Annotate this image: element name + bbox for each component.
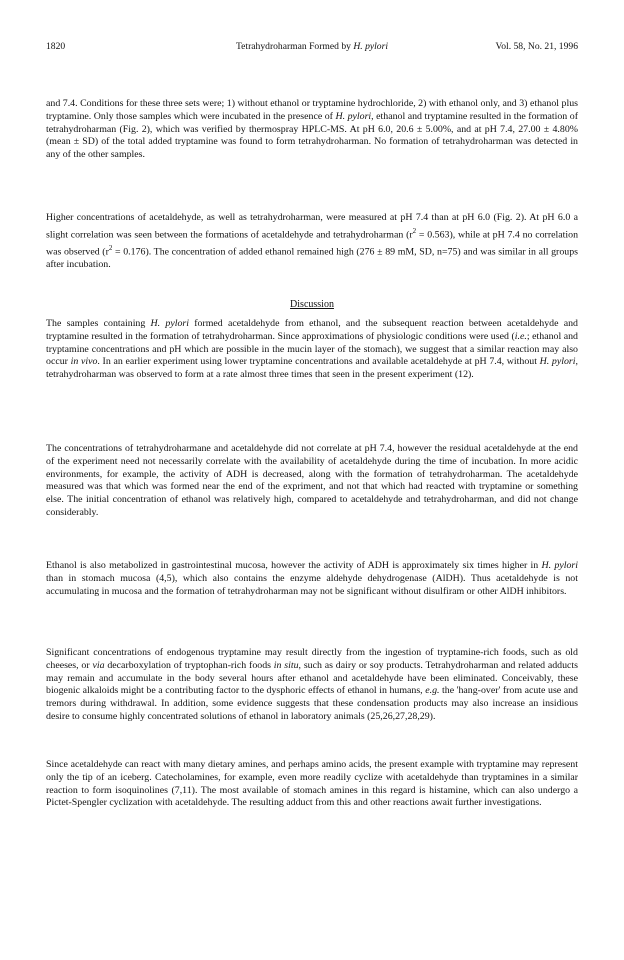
running-header [46,40,578,54]
paragraph-discussion-2: The concentrations of tetrahydroharmane and acetaldehyde did not correlate at pH 7.4, however the residual acetaldehyde at the end of the experiment need not necessarily correlate with the availability of acetaldehyde during the time of incubation. In more acidic environments, for example, the activity of ADH is decreased, along with the formation of tetrahydroharman. The acetaldehyde measured was that which was formed near the end of the expriment, and not that which had reacted with tryptamine or something else. The initial concentration of ethanol was relatively high, compared to acetaldehyde and tetrahydroharman, and did not change considerably. [46,443,578,518]
running-title: Tetrahydroharman Formed by H. pylori [235,41,388,52]
journal-volume-info: Vol. 58, No. 21, 1996 [495,41,578,52]
paragraph-discussion-4: Significant concentrations of endogenous tryptamine may result directly from the ingestion of tryptamine-rich foods, such as old cheeses, or via decarboxylation of tryptophan-rich foods in situ, such as dairy or soy products. Tetrahydroharman and related adducts may remain and accumulate in the body several hours after ethanol and acetaldehyde have been eliminated. Conceivably, these biogenic alkaloids might be a contributing factor to the dysphoric effects of ethanol in humans, e.g. the 'hang-over' from acute use and tremors during withdrawal. In addition, some evidence suggests that these condensation products may also increase an insidious desire to consume highly concentrated solutions of ethanol in laboratory animals (25,26,27,28,29). [46,647,578,722]
paragraph-discussion-5: Since acetaldehyde can react with many dietary amines, and perhaps amino acids, the present example with tryptamine may represent only the tip of an iceberg. Catecholamines, for example, even more readily cyclize with acetaldehyde than tryptamines in a similar reaction to form isoquinolines (7,11). The most available of stomach amines in this regard is histamine, which can also undergo a Pictet-Spengler cyclization with acetaldehyde. The resulting adduct from this and other reactions await further investigations. [46,759,578,809]
paragraph-results-concentrations: Higher concentrations of acetaldehyde, as well as tetrahydroharman, were measured at pH 7.4 than at pH 6.0 (Fig. 2). At pH 6.0 a slight correlation was seen between the formations of acetaldehyde and tetrahydroharman $(r^2 = 0.563)$, while at pH 7.4 no correlation was observed $(r^2 = 0.176)$. The concentration of added ethanol remained high (276 ± 89 mM, SD, n=75) and was similar in all groups after incubation. [46,212,579,270]
paragraph-discussion-3: Ethanol is also metabolized in gastrointestinal mucosa, however the activity of ADH is approximately six times higher in H. pylori than in stomach mucosa (4,5), which also contains the enzyme aldehyde dehydrogenase (AlDH). Thus acetaldehyde is not accumulating in mucosa and the formation of tetrahydroharman may not be significant without disulfiram or other AlDH inhibitors. [46,560,578,597]
paragraph-discussion-1: The samples containing H. pylori formed acetaldehyde from ethanol, and the subsequent reaction between acetaldehyde and tryptamine resulted in the formation of tetrahydroharman. Since approximations of physiologic conditions were used (i.e.; ethanol and tryptamine concentrations and pH which are possible in the mucin layer of the stomach), we suggest that a similar reaction may also occur in vivo. In an earlier experiment using lower tryptamine concentrations and available acetaldehyde at pH 7.4, without H. pylori, tetrahydroharman was observed to form at a rate almost three times that seen in the present experiment (12). [46,318,578,381]
paragraph-results-conditions: and 7.4. Conditions for these three sets were; 1) without ethanol or tryptamine hydrochloride, 2) with ethanol only, and 3) ethanol plus tryptamine. Only those samples which were incubated in the presence of H. pylori, ethanol and tryptamine resulted in the formation of tetrahydroharman (Fig. 2), which was verified by thermospray HPLC-MS. At pH 6.0, 20.6 ± 5.00%, and at pH 7.4, 27.00 ± 4.80% (mean ± SD) of the total added tryptamine was found to form tetrahydroharman. No formation of tetrahydroharman was detected in any of the other samples. [46,98,578,161]
section-heading-discussion: Discussion [290,299,334,310]
page-number: 1820 [46,41,66,52]
